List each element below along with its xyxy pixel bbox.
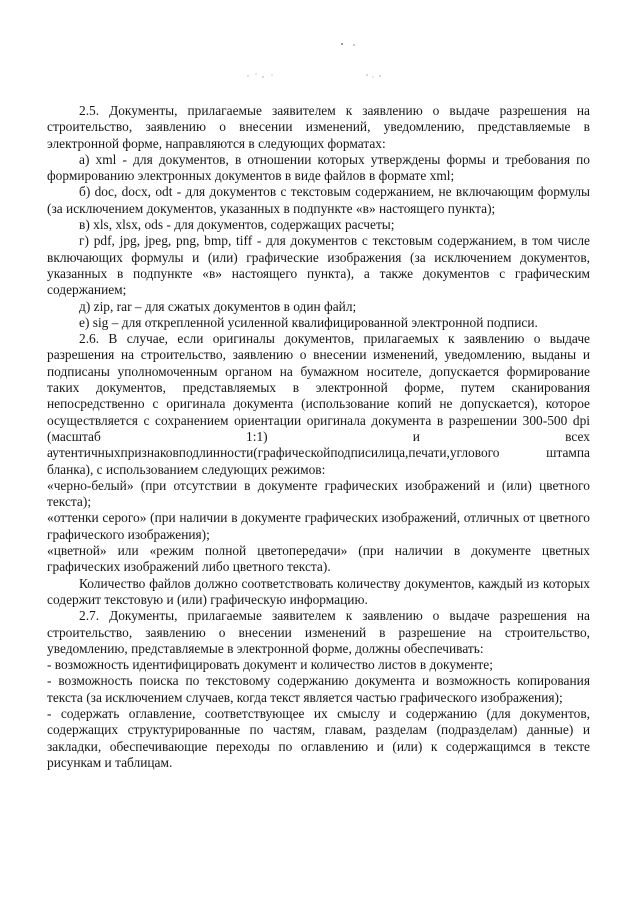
format-item-v: в) xls, xlsx, ods - для документов, содержащих расчеты;	[79, 217, 395, 233]
mode-color: «цветной» или «режим полной цветопередачи» (при наличии в документе цветных графических изображений либо цветного текста).	[47, 543, 590, 575]
mode-black-white: «черно-белый» (при отсутствии в документе графических изображений и (или) цветного текста);	[47, 477, 590, 510]
paragraph-file-count: Количество файлов должно соответствовать количеству документов, каждый из которых содержит текстовую и (или) графическую информацию.	[47, 575, 590, 607]
mode-grayscale: «оттенки серого» (при наличии в документе графических изображений, отличных от цветного графического изображения);	[47, 510, 590, 542]
paragraph-2-6: 2.6. В случае, если оригиналы документов, прилагаемых к заявлению о выдаче разрешения на строительство, заявлению о внесении изменений, уведомлению, выданы и подписаны уполномоченным органом на бумажном носителе, допускается формирование таких документов, представляемых в электронной форме, путем сканирования непосредственно с оригинала документа (использование копий не допускается), которое осуществляется с сохранением ориентации оригинала документа в разрешении 300-500 dpi (масштаб 1:1) и всех аутентичныхпризнаковподлинности(графическойподписилица,печати,углового штампа бланка), с использованием следующих режимов:	[47, 331, 590, 477]
format-item-a: а) xml - для документов, в отношении которых утверждены формы и требования по формированию электронных документов в виде файлов в формате xml;	[47, 151, 590, 184]
document-page	[47, 103, 590, 771]
requirement-search: - возможность поиска по текстовому содержанию документа и возможность копирования текста (за исключением случаев, когда текст является частью графического изображения);	[47, 673, 590, 705]
requirement-identify: - возможность идентифицировать документ и количество листов в документе;	[47, 657, 493, 673]
format-item-g: г) pdf, jpg, jpeg, png, bmp, tiff - для документов с текстовым содержанием, в том числе включающих формулы и (или) графические изображения (за исключением документов, указанных в подпункте «в» настоящего пункта), а также документов с графическим содержанием;	[47, 233, 590, 298]
format-item-d: д) zip, rar – для сжатых документов в один файл;	[79, 298, 357, 314]
format-item-e: е) sig – для открепленной усиленной квалифицированной электронной подписи.	[79, 314, 538, 330]
format-item-b: б) doc, docx, odt - для документов с текстовым содержанием, не включающим формулы (за исключением документов, указанных в подпункте «в» настоящего пункта);	[47, 184, 590, 216]
paragraph-2-7: 2.7. Документы, прилагаемые заявителем к заявлению о выдаче разрешения на строительство, заявлению о внесении изменений в разрешение на строительство, уведомлению, представляемые в электронной форме, должны обеспечивать:	[47, 608, 590, 656]
requirement-toc: - содержать оглавление, соответствующее их смыслу и содержанию (для документов, содержащих структурированные по частям, главам, разделам (подразделам) данные) и закладки, обеспечивающие переходы по оглавлению и (или) к содержащимся в тексте рисункам и таблицам.	[47, 705, 590, 770]
scan-specks	[0, 0, 640, 120]
paragraph-2-5: 2.5. Документы, прилагаемые заявителем к заявлению о выдаче разрешения на строительство, заявлению о внесении изменений, уведомлению, представляемые в электронной форме, направляются в следующих форматах:	[47, 103, 590, 151]
